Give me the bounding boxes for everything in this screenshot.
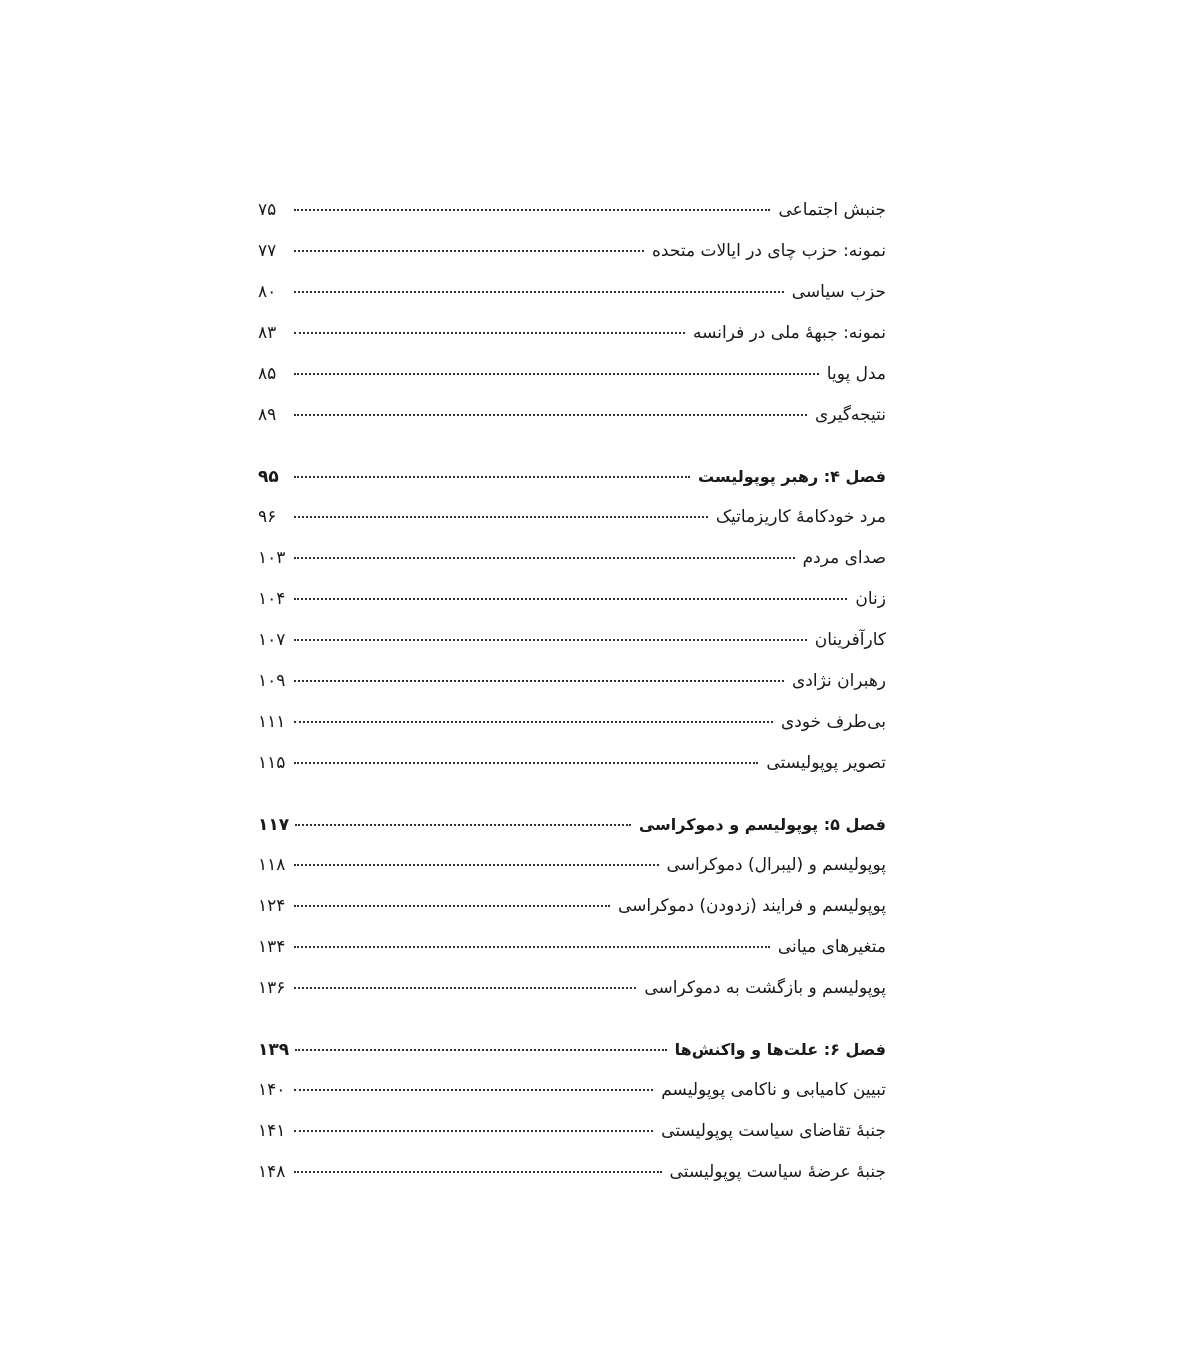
toc-page-number: ۱۳۹ [258, 1040, 290, 1060]
toc-entry-title: حزب سیاسی [791, 282, 886, 302]
dot-leader [294, 332, 685, 334]
toc-page-number: ۱۳۶ [258, 978, 286, 998]
toc-section [258, 456, 886, 784]
toc-page-number: ۱۴۸ [258, 1162, 286, 1182]
toc-entry [258, 620, 886, 661]
dot-leader [294, 987, 636, 989]
dot-leader [294, 1089, 653, 1091]
toc-page-number: ۱۱۱ [258, 712, 286, 732]
toc-entry-title: صدای مردم [802, 548, 886, 568]
toc-page-number: ۱۳۴ [258, 937, 286, 957]
dot-leader [294, 864, 659, 866]
dot-leader [294, 414, 807, 416]
toc-page-number: ۱۱۷ [258, 815, 290, 835]
toc-entry [258, 743, 886, 784]
toc-section [258, 190, 886, 436]
toc-entry [258, 968, 886, 1009]
toc-page-number: ۷۷ [258, 241, 277, 261]
dot-leader [294, 557, 795, 559]
dot-leader [294, 680, 784, 682]
toc-page-number: ۱۰۷ [258, 630, 286, 650]
toc-page-number: ۸۳ [258, 323, 277, 343]
toc-entry [258, 661, 886, 702]
dot-leader [294, 250, 644, 252]
toc-page-number: ۸۵ [258, 364, 277, 384]
toc-entry-title: تبیین کامیابی و ناکامی پوپولیسم [661, 1080, 886, 1100]
dot-leader [294, 209, 770, 211]
toc-entry [258, 272, 886, 313]
toc-entry [258, 231, 886, 272]
toc-entry-title: جنبهٔ عرضهٔ سیاست پوپولیستی [669, 1162, 886, 1182]
toc-entry-title: مدل پویا [826, 364, 886, 384]
toc-entry-title: نمونه: حزب چای در ایالات متحده [652, 241, 886, 261]
toc-entry [258, 1152, 886, 1193]
toc-entry-title: نمونه: جبههٔ ملی در فرانسه [692, 323, 886, 343]
toc-entry [258, 886, 886, 927]
toc-section [258, 804, 886, 1009]
toc-entry [258, 395, 886, 436]
toc-page-number: ۱۴۱ [258, 1121, 286, 1141]
toc-page-number: ۱۰۳ [258, 548, 286, 568]
table-of-contents [258, 190, 886, 1193]
dot-leader [294, 373, 819, 375]
toc-page-number: ۹۵ [258, 467, 279, 487]
dot-leader [294, 1130, 653, 1132]
dot-leader [294, 476, 690, 478]
toc-entry-title: کارآفرینان [814, 630, 886, 650]
toc-page-number: ۱۲۴ [258, 896, 286, 916]
toc-page-number: ۱۱۸ [258, 855, 286, 875]
dot-leader [295, 1049, 666, 1051]
dot-leader [294, 291, 784, 293]
toc-page-number: ۸۹ [258, 405, 277, 425]
dot-leader [294, 516, 708, 518]
toc-entry [258, 538, 886, 579]
toc-page-number: ۱۰۹ [258, 671, 286, 691]
toc-entry-title: فصل ۴: رهبر پوپولیست [697, 467, 886, 486]
dot-leader [294, 946, 770, 948]
toc-entry [258, 1070, 886, 1111]
toc-entry-title: بی‌طرف خودی [780, 712, 886, 732]
toc-entry-title: پوپولیسم و بازگشت به دموکراسی [644, 978, 886, 998]
toc-entry [258, 354, 886, 395]
dot-leader [294, 905, 610, 907]
toc-chapter-heading [258, 456, 886, 497]
toc-chapter-heading [258, 1029, 886, 1070]
dot-leader [295, 824, 631, 826]
toc-entry-title: زنان [855, 589, 886, 609]
dot-leader [294, 1171, 662, 1173]
toc-entry-title: رهبران نژادی [791, 671, 886, 691]
dot-leader [294, 762, 758, 764]
dot-leader [294, 721, 773, 723]
toc-entry-title: پوپولیسم و (لیبرال) دموکراسی [666, 855, 886, 875]
toc-page-number: ۷۵ [258, 200, 277, 220]
dot-leader [294, 598, 847, 600]
toc-page-number: ۱۰۴ [258, 589, 286, 609]
toc-entry-title: مرد خودکامهٔ کاریزماتیک [715, 507, 886, 527]
toc-section [258, 1029, 886, 1193]
toc-entry-title: جنبش اجتماعی [778, 200, 886, 220]
toc-entry [258, 1111, 886, 1152]
toc-page-number: ۸۰ [258, 282, 277, 302]
toc-entry-title: فصل ۶: علت‌ها و واکنش‌ها [674, 1040, 886, 1059]
dot-leader [294, 639, 807, 641]
toc-entry-title: جنبهٔ تقاضای سیاست پوپولیستی [661, 1121, 886, 1141]
toc-entry-title: فصل ۵: پوپولیسم و دموکراسی [638, 815, 886, 834]
toc-entry [258, 190, 886, 231]
toc-entry [258, 845, 886, 886]
toc-entry [258, 313, 886, 354]
toc-entry-title: متغیرهای میانی [777, 937, 886, 957]
toc-entry-title: تصویر پوپولیستی [766, 753, 886, 773]
toc-page-number: ۹۶ [258, 507, 277, 527]
toc-page-number: ۱۴۰ [258, 1080, 286, 1100]
toc-page-number: ۱۱۵ [258, 753, 286, 773]
toc-entry-title: نتیجه‌گیری [815, 405, 886, 425]
toc-entry [258, 702, 886, 743]
toc-entry [258, 927, 886, 968]
toc-entry-title: پوپولیسم و فرایند (زدودن) دموکراسی [617, 896, 886, 916]
toc-chapter-heading [258, 804, 886, 845]
toc-entry [258, 497, 886, 538]
toc-entry [258, 579, 886, 620]
